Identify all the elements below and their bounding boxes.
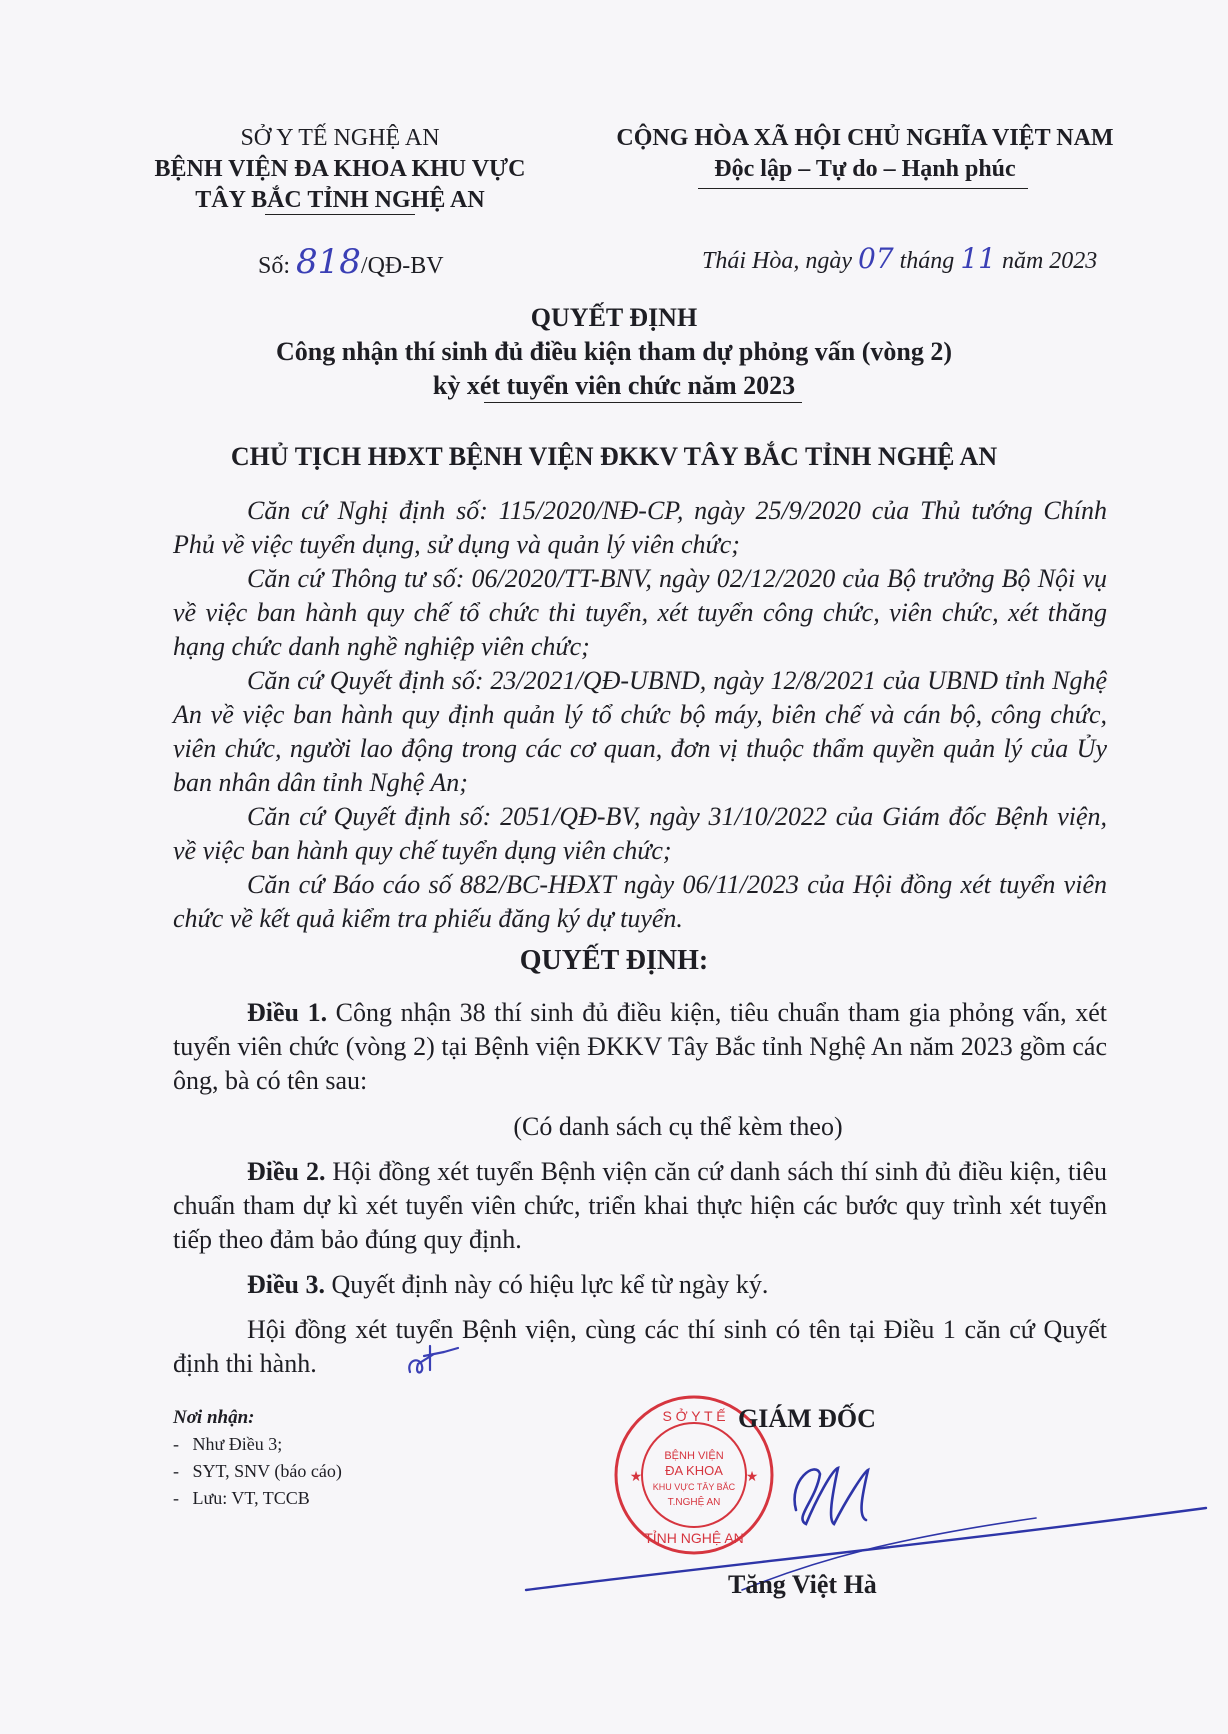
recipients-heading: Nơi nhận: [173,1407,255,1428]
agency-header [110,123,570,216]
legal-basis-1: Căn cứ Nghị định số: 115/2020/NĐ-CP, ngày 25/9/2020 của Thủ tướng Chính Phủ về việc tuyển dụng, sử dụng và quản lý viên chức; [173,496,1107,559]
date-place: Thái Hòa, ngày [702,248,852,274]
legal-basis-3: Căn cứ Quyết định số: 23/2021/QĐ-UBND, ngày 12/8/2021 của UBND tỉnh Nghệ An về việc ban hành quy định quản lý tổ chức bộ máy, biên chế và cán bộ, công chức, viên chức, người lao động trong các cơ quan, đơn vị thuộc thẩm quyền quản lý của Ủy ban nhân dân tỉnh Nghệ An; [173,666,1107,797]
article-2-text: Hội đồng xét tuyển Bệnh viện căn cứ danh sách thí sinh đủ điều kiện, tiêu chuẩn tham dự kì xét tuyển viên chức, triển khai thực hiện các bước quy trình xét tuyển tiếp theo đảm bảo đúng quy định. [173,1157,1107,1254]
number-prefix: Số: [258,253,291,279]
document-number [258,242,444,282]
title-underline [484,402,802,403]
parent-agency: SỞ Y TẾ NGHỆ AN [240,125,440,151]
article-2-label: Điều 2. [247,1157,326,1186]
date-month-word: tháng [899,248,955,274]
agency-name-line2: TÂY BẮC TỈNH NGHỆ AN [195,187,485,213]
document-title [0,301,1228,403]
handwritten-day: 07 [858,242,894,275]
article-2 [173,1155,1107,1257]
handwritten-initial-mark [404,1342,464,1382]
article-1-label: Điều 1. [247,998,328,1027]
signer-name: Tăng Việt Hà [728,1570,877,1599]
handwritten-month: 11 [960,242,996,275]
date-year: năm 2023 [1001,248,1098,274]
article-3-text: Quyết định này có hiệu lực kể từ ngày ký. [325,1270,769,1299]
legal-basis-5: Căn cứ Báo cáo số 882/BC-HĐXT ngày 06/11/2023 của Hội đồng xét tuyển viên chức về kết quả kiểm tra phiếu đăng ký dự tuyển. [173,870,1107,933]
recipient-item: - Lưu: VT, TCCB [173,1488,310,1508]
recipient-item: - Như Điều 3; [173,1434,283,1454]
signer-title: GIÁM ĐỐC [738,1404,876,1433]
legal-basis-4: Căn cứ Quyết định số: 2051/QĐ-BV, ngày 31/10/2022 của Giám đốc Bệnh viện, về việc ban hành quy chế tuyển dụng viên chức; [173,802,1107,865]
svg-text:★: ★ [629,1470,643,1485]
svg-text:ĐA KHOA: ĐA KHOA [665,1463,723,1478]
national-motto: Độc lập – Tự do – Hạnh phúc [714,156,1016,182]
svg-text:S Ở Y T Ế: S Ở Y T Ế [662,1408,726,1424]
article-1 [173,996,1107,1098]
title-sub1: Công nhận thí sinh đủ điều kiện tham dự phỏng vấn (vòng 2) [276,337,952,366]
article-3 [173,1268,1107,1302]
recipients-block [173,1404,342,1512]
national-title: CỘNG HÒA XÃ HỘI CHỦ NGHĨA VIỆT NAM [616,125,1114,151]
decision-heading: QUYẾT ĐỊNH: [519,945,709,976]
attached-list-note: (Có danh sách cụ thể kèm theo) [513,1112,843,1141]
svg-text:BỆNH VIỆN: BỆNH VIỆN [664,1450,724,1462]
handwritten-number: 818 [296,242,361,282]
number-suffix: /QĐ-BV [360,253,444,279]
document-date [702,242,1097,275]
svg-text:T.NGHỆ AN: T.NGHỆ AN [667,1497,721,1508]
national-header [580,123,1150,185]
closing-paragraph: Hội đồng xét tuyển Bệnh viện, cùng các thí sinh có tên tại Điều 1 căn cứ Quyết định thi hành. [173,1315,1107,1378]
svg-text:KHU VỰC TÂY BẮC: KHU VỰC TÂY BẮC [652,1482,736,1492]
agency-underline [265,214,415,215]
svg-text:★: ★ [745,1470,759,1485]
recipient-item: - SYT, SNV (báo cáo) [173,1461,342,1481]
svg-text:TỈNH NGHỆ AN: TỈNH NGHỆ AN [644,1530,744,1546]
legal-bases [173,494,1107,936]
agency-name-line1: BỆNH VIỆN ĐA KHOA KHU VỰC [154,156,526,182]
motto-underline [698,188,1028,189]
authority-line: CHỦ TỊCH HĐXT BỆNH VIỆN ĐKKV TÂY BẮC TỈNH NGHỆ AN [230,442,998,471]
article-3-label: Điều 3. [247,1270,325,1299]
legal-basis-2: Căn cứ Thông tư số: 06/2020/TT-BNV, ngày 02/12/2020 của Bộ trưởng Bộ Nội vụ về việc ban hành quy chế tổ chức thi tuyển, xét tuyển công chức, viên chức, xét thăng hạng chức danh nghề nghiệp viên chức; [173,564,1107,661]
article-1-text: Công nhận 38 thí sinh đủ điều kiện, tiêu chuẩn tham gia phỏng vấn, xét tuyển viên chức (vòng 2) tại Bệnh viện ĐKKV Tây Bắc tỉnh Nghệ An năm 2023 gồm các ông, bà có tên sau: [173,998,1107,1095]
title-main: QUYẾT ĐỊNH [530,303,698,332]
title-sub2: kỳ xét tuyển viên chức năm 2023 [432,371,796,400]
